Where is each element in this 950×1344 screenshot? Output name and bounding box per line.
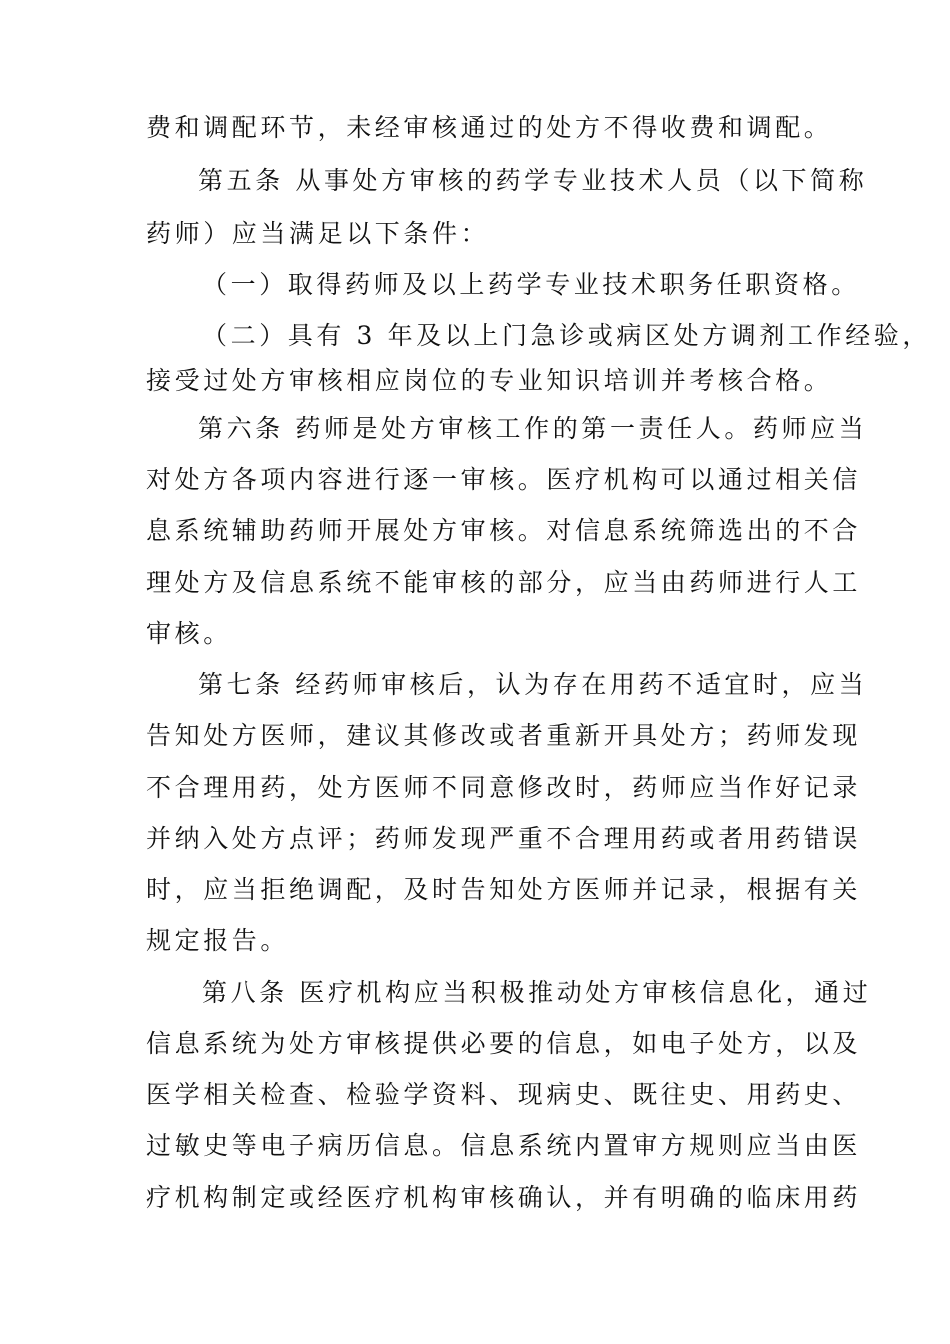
text-line: 不合理用药，处方医师不同意修改时，药师应当作好记录 <box>146 773 862 802</box>
text-line: 息系统辅助药师开展处方审核。对信息系统筛选出的不合 <box>146 516 862 545</box>
text-line: 疗机构制定或经医疗机构审核确认，并有明确的临床用药 <box>146 1183 862 1212</box>
text-line: 过敏史等电子病历信息。信息系统内置审方规则应当由医 <box>146 1131 862 1160</box>
text-line: （二）具有 3 年及以上门急诊或病区处方调剂工作经验， <box>202 321 932 350</box>
text-line: 信息系统为处方审核提供必要的信息，如电子处方，以及 <box>146 1029 862 1058</box>
text-line: 理处方及信息系统不能审核的部分，应当由药师进行人工 <box>146 568 862 597</box>
text-line: 费和调配环节，未经审核通过的处方不得收费和调配。 <box>146 113 833 142</box>
text-line: 审核。 <box>146 619 232 648</box>
text-line: 接受过处方审核相应岗位的专业知识培训并考核合格。 <box>146 366 833 395</box>
text-line: 规定报告。 <box>146 926 290 955</box>
text-line: 药师）应当满足以下条件： <box>146 219 490 248</box>
text-line: 对处方各项内容进行逐一审核。医疗机构可以通过相关信 <box>146 465 862 494</box>
text-line: 医学相关检查、检验学资料、现病史、既往史、用药史、 <box>146 1080 862 1109</box>
text-line: 第六条 药师是处方审核工作的第一责任人。药师应当 <box>198 414 868 443</box>
text-line: 第五条 从事处方审核的药学专业技术人员（以下简称 <box>198 166 868 195</box>
text-line: 第七条 经药师审核后，认为存在用药不适宜时，应当 <box>198 670 868 699</box>
text-line: 第八条 医疗机构应当积极推动处方审核信息化，通过 <box>202 978 872 1007</box>
text-line: （一）取得药师及以上药学专业技术职务任职资格。 <box>202 270 860 299</box>
text-line: 时，应当拒绝调配，及时告知处方医师并记录，根据有关 <box>146 875 862 904</box>
text-line: 并纳入处方点评；药师发现严重不合理用药或者用药错误 <box>146 824 862 853</box>
text-line: 告知处方医师，建议其修改或者重新开具处方；药师发现 <box>146 721 862 750</box>
